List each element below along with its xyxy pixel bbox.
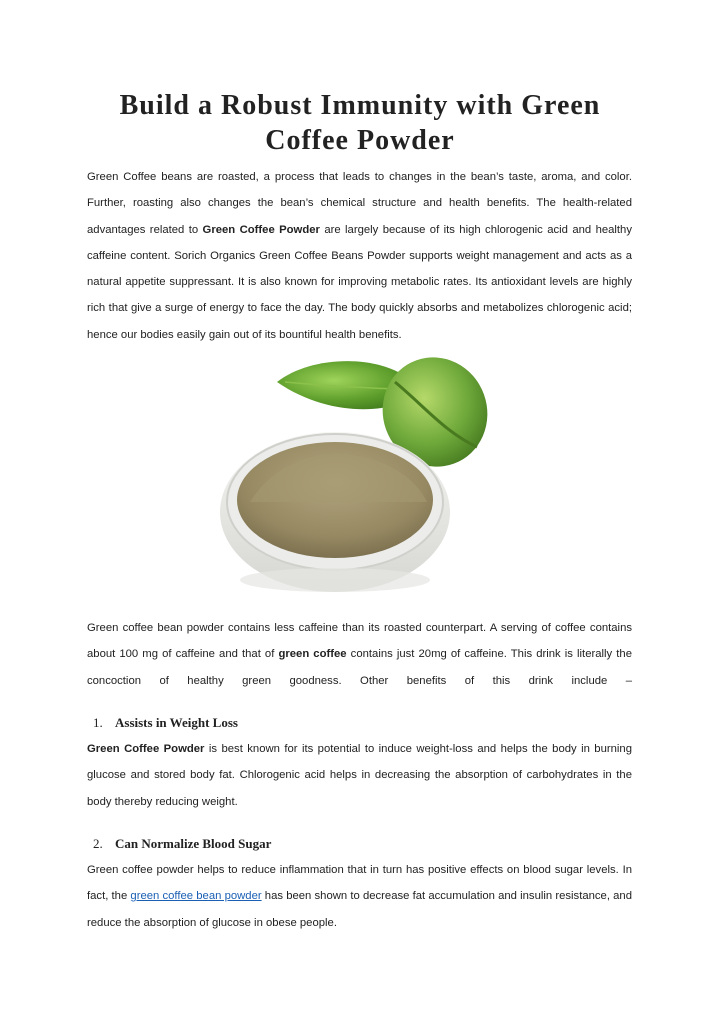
blood-sugar-text-1: Green coffee powder helps to reduce inflammation that in turn has positive effects on blood sugar levels. In fact, the	[87, 864, 632, 903]
section-heading-text: Assists in Weight Loss	[115, 715, 238, 730]
intro-text-2: are largely because of its high chlorogenic acid and healthy caffeine content. Sorich Organics Green Coffee Beans Powder supports weight management and acts as a natural appetite suppressant. It is also known for improving metabolic rates. Its antioxidant levels are highly rich that give a surge of energy to face the day. The body quickly absorbs and metabolizes chlorogenic acid; hence our bodies easily gain out of its bountiful health benefits.	[87, 223, 632, 341]
section-heading-blood-sugar	[93, 836, 271, 852]
weight-loss-paragraph	[87, 736, 632, 815]
section-heading-text: Can Normalize Blood Sugar	[115, 836, 272, 851]
section-number: 1.	[93, 715, 103, 730]
caffeine-bold-term: green coffee	[278, 648, 347, 661]
green-coffee-powder-image	[215, 352, 515, 597]
section-number: 2.	[93, 836, 103, 851]
powder-bowl-illustration	[215, 352, 515, 597]
blood-sugar-paragraph	[87, 857, 632, 936]
section-heading-weight-loss	[93, 715, 238, 731]
green-coffee-bean-powder-link[interactable]: green coffee bean powder	[130, 890, 262, 903]
blood-sugar-text-2: has been shown to decrease fat accumulation and insulin resistance, and reduce the absorption of glucose in obese people.	[87, 890, 632, 929]
page-title: Build a Robust Immunity with Green Coffee Powder	[119, 90, 601, 156]
caffeine-text-2: contains just 20mg of caffeine. This drink is literally the concoction of healthy green goodness. Other benefits of this drink include –	[87, 648, 632, 687]
weight-loss-bold-term: Green Coffee Powder	[87, 743, 205, 755]
caffeine-text-1: Green coffee bean powder contains less caffeine than its roasted counterpart. A serving of coffee contains about 100 mg of caffeine and that of	[87, 622, 632, 661]
caffeine-paragraph	[87, 615, 632, 694]
intro-paragraph	[87, 164, 632, 348]
intro-bold-term: Green Coffee Powder	[202, 223, 320, 236]
intro-text-1: Green Coffee beans are roasted, a process that leads to changes in the bean’s taste, aroma, and color. Further, roasting also changes the bean’s chemical structure and health benefits. The health-related advantages related to	[87, 171, 632, 236]
weight-loss-text: is best known for its potential to induce weight-loss and helps the body in burning glucose and stored body fat. Chlorogenic acid helps in decreasing the absorption of carbohydrates in the body thereby reducing weight.	[87, 743, 632, 808]
